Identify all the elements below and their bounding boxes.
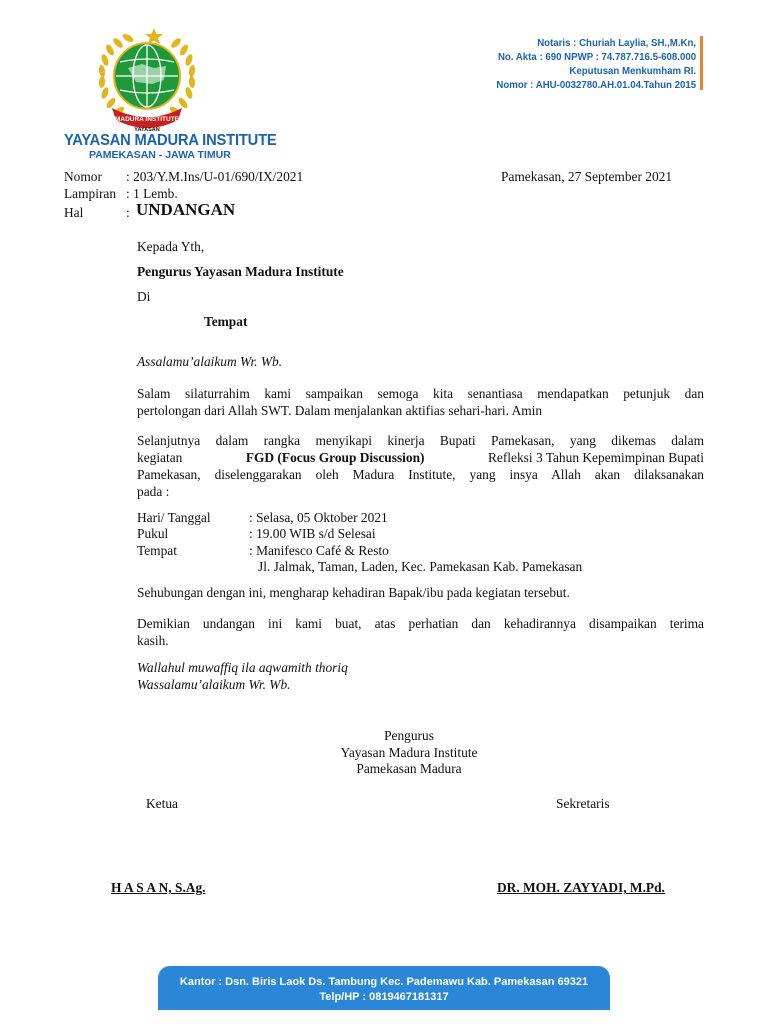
paragraph-line [137,449,704,466]
paragraph-line: Salam silaturrahim kami sampaikan semoga kita senantiasa mendapatkan petunjuk dan [137,386,704,401]
lampiran-value: : 1 Lemb. [126,186,178,201]
closing-line-2: Wassalamu’alaikum Wr. Wb. [137,677,291,692]
detail-value: : Manifesco Café & Resto [249,543,389,558]
closing-line-1: Wallahul muwaffiq ila aqwamith thoriq [137,660,348,675]
secretary-title: Sekretaris [556,796,610,811]
footer-address-bar [158,966,610,1010]
nomor-value: : 203/Y.M.Ins/U-01/690/IX/2021 [126,169,304,184]
logo-banner-text: YAYASAN [134,127,160,133]
lampiran-label: Lampiran [64,186,117,201]
recipient-name: Pengurus Yayasan Madura Institute [137,264,344,279]
organization-name: YAYASAN MADURA INSTITUTE [64,132,277,149]
venue-address: Jl. Jalmak, Taman, Laden, Kec. Pamekasan Kab. Pamekasan [258,559,583,574]
paragraph-3: Sehubungan dengan ini, mengharap kehadiran Bapak/ibu pada kegiatan tersebut. [137,585,570,600]
signature-org-line: Pengurus [384,728,434,743]
hal-label: Hal [64,205,84,220]
chairman-name: H A S A N, S.Ag. [111,880,206,895]
signature-org-line: Pamekasan Madura [356,761,462,776]
yayasan-madura-institute-logo [92,28,202,136]
office-phone: Telp/HP : 0819467181317 [319,991,449,1003]
organization-location: PAMEKASAN - JAWA TIMUR [89,149,231,161]
paragraph-1 [137,385,704,419]
nomor-label: Nomor [64,169,102,184]
notary-line: Keputusan Menkumham RI. [569,65,696,77]
hal-colon: : [126,205,130,220]
paragraph-line: kasih. [137,633,169,648]
paragraph-4 [137,615,704,649]
notary-accent-bar [700,36,703,90]
paragraph-line: pada : [137,484,170,499]
greeting: Assalamu’alaikum Wr. Wb. [137,354,283,369]
detail-label: Hari/ Tanggal [137,510,211,525]
letter-date: Pamekasan, 27 September 2021 [501,169,673,184]
office-address: Kantor : Dsn. Biris Laok Ds. Tambung Kec. Pademawu Kab. Pamekasan 69321 [179,976,589,988]
signature-org-line: Yayasan Madura Institute [340,745,478,760]
recipient-di: Di [137,289,151,304]
paragraph-line: Selanjutnya dalam rangka menyikapi kinerja Bupati Pamekasan, yang dikemas dalam [137,433,704,448]
detail-label: Pukul [137,526,169,541]
detail-value: : 19.00 WIB s/d Selesai [249,526,376,541]
recipient-intro: Kepada Yth, [137,239,205,254]
recipient-place: Tempat [204,314,248,329]
subject-title: UNDANGAN [136,200,236,219]
star-icon [145,28,163,44]
logo-ring-text: MADURA INSTITUTE [114,116,180,123]
notary-info [496,36,696,92]
detail-label: Tempat [137,543,177,558]
notary-line: Nomor : AHU-0032780.AH.01.04.Tahun 2015 [496,79,696,91]
notary-line: Notaris : Churiah Laylia, SH.,M.Kn, [537,37,696,49]
fgd-emphasis: FGD (Focus Group Discussion) [245,450,425,465]
paragraph-2 [137,432,704,500]
secretary-name: DR. MOH. ZAYYADI, M.Pd. [497,880,665,895]
line-part: kegiatan [137,450,183,465]
line-part: Refleksi 3 Tahun Kepemimpinan Bupati [487,450,704,465]
chairman-title: Ketua [146,796,178,811]
detail-value: : Selasa, 05 Oktober 2021 [249,510,388,525]
paragraph-line: pertolongan dari Allah SWT. Dalam menjalankan aktifias sehari-hari. Amin [137,403,543,418]
notary-line: No. Akta : 690 NPWP : 74.787.716.5-608.000 [497,51,696,63]
paragraph-line: Pamekasan, diselenggarakan oleh Madura Institute, yang insya Allah akan dilaksanakan [137,467,704,482]
paragraph-line: Demikian undangan ini kami buat, atas perhatian dan kehadirannya disampaikan terima [137,616,704,631]
